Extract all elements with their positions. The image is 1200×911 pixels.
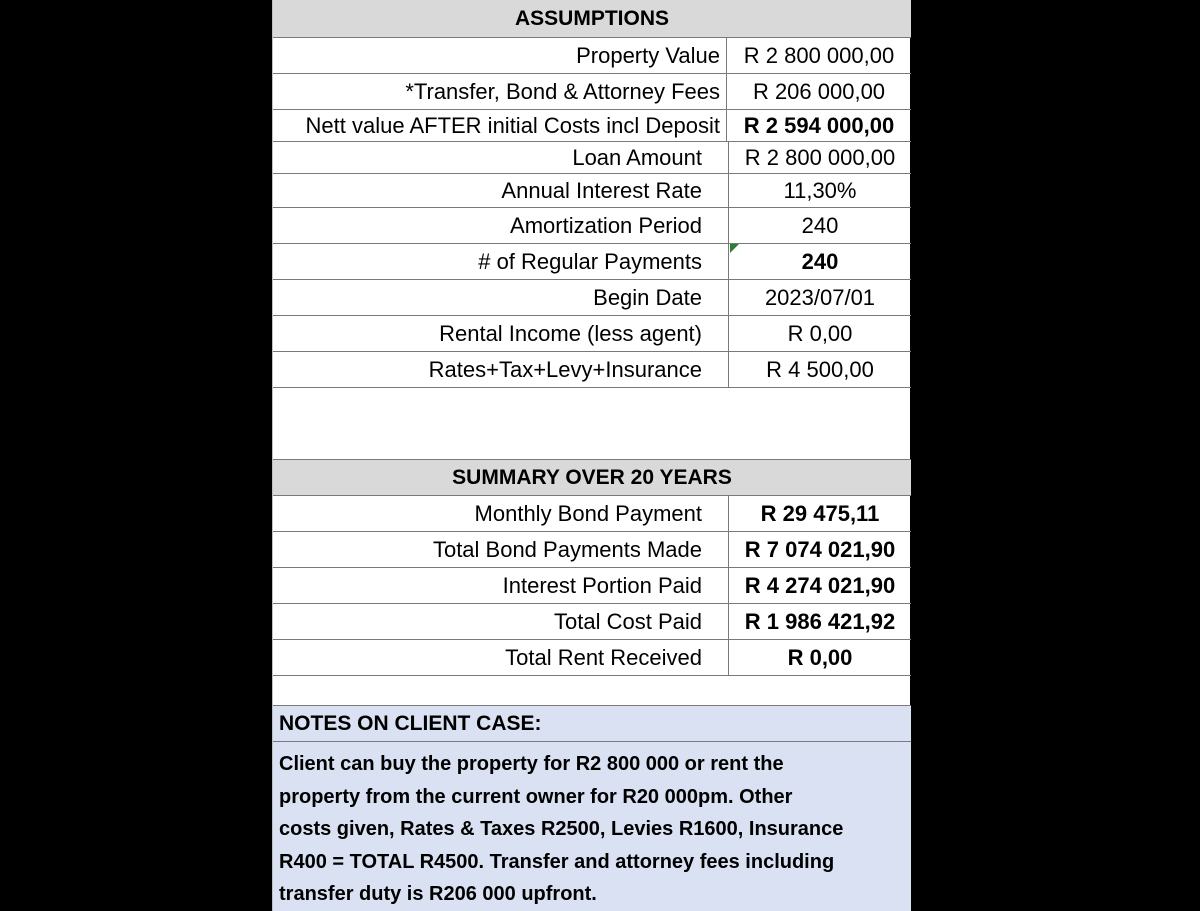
summary-row-total-cost[interactable] bbox=[273, 604, 911, 640]
notes-title: NOTES ON CLIENT CASE: bbox=[279, 711, 542, 735]
interest-paid-cell[interactable]: R 4 274 021,90 bbox=[728, 568, 911, 603]
rental-income-cell[interactable]: R 0,00 bbox=[728, 316, 911, 351]
notes-line: R400 = TOTAL R4500. Transfer and attorney fees including bbox=[279, 850, 835, 873]
assumptions-header[interactable] bbox=[273, 0, 911, 38]
monthly-payment-cell[interactable]: R 29 475,11 bbox=[728, 496, 911, 531]
notes-line: property from the current owner for R20 000pm. Other bbox=[279, 785, 793, 808]
summary-row-rent-received[interactable] bbox=[273, 640, 911, 676]
assumption-row-rental-income[interactable] bbox=[273, 316, 911, 352]
rental-income-label: Rental Income (less agent) bbox=[439, 320, 702, 346]
loan-amount-cell[interactable]: R 2 800 000,00 bbox=[728, 142, 911, 173]
total-cost-label: Total Cost Paid bbox=[554, 608, 702, 634]
transfer-fees-cell[interactable]: R 206 000,00 bbox=[726, 74, 911, 109]
interest-paid-label: Interest Portion Paid bbox=[502, 572, 702, 598]
rent-received-cell[interactable]: R 0,00 bbox=[728, 640, 911, 675]
rent-received-label: Total Rent Received bbox=[505, 644, 702, 670]
regular-payments-value: 240 bbox=[801, 248, 839, 274]
rates-tax-label: Rates+Tax+Levy+Insurance bbox=[428, 356, 702, 382]
summary-row-interest-paid[interactable] bbox=[273, 568, 911, 604]
assumption-row-interest-rate[interactable] bbox=[273, 174, 911, 208]
notes-header[interactable] bbox=[273, 705, 911, 742]
assumption-row-nett-value[interactable] bbox=[273, 110, 911, 142]
total-cost-cell[interactable]: R 1 986 421,92 bbox=[728, 604, 911, 639]
total-payments-cell[interactable]: R 7 074 021,90 bbox=[728, 532, 911, 567]
assumption-row-begin-date[interactable] bbox=[273, 280, 911, 316]
summary-title: SUMMARY OVER 20 YEARS bbox=[452, 465, 732, 489]
assumption-row-regular-payments[interactable] bbox=[273, 244, 911, 280]
property-value-cell[interactable]: R 2 800 000,00 bbox=[726, 38, 911, 73]
blank-spacer-row[interactable] bbox=[273, 388, 911, 460]
assumption-row-rates-tax[interactable] bbox=[273, 352, 911, 388]
notes-line: Client can buy the property for R2 800 000 or rent the bbox=[279, 753, 784, 775]
assumptions-title: ASSUMPTIONS bbox=[514, 6, 669, 30]
amortization-period-label: Amortization Period bbox=[510, 212, 702, 238]
notes-body[interactable] bbox=[273, 742, 911, 911]
begin-date-cell[interactable]: 2023/07/01 bbox=[728, 280, 911, 315]
assumption-row-amortization-period[interactable] bbox=[273, 208, 911, 244]
blank-row-before-notes[interactable] bbox=[273, 676, 911, 705]
loan-amount-label: Loan Amount bbox=[572, 144, 702, 170]
comment-marker-icon[interactable] bbox=[730, 244, 739, 253]
summary-header[interactable] bbox=[273, 460, 911, 496]
rates-tax-cell[interactable]: R 4 500,00 bbox=[728, 352, 911, 387]
nett-value-cell[interactable]: R 2 594 000,00 bbox=[726, 110, 911, 141]
regular-payments-label: # of Regular Payments bbox=[478, 248, 702, 274]
total-payments-label: Total Bond Payments Made bbox=[432, 536, 702, 562]
regular-payments-cell[interactable] bbox=[728, 244, 911, 279]
notes-line: transfer duty is R206 000 upfront. bbox=[279, 883, 597, 905]
assumption-row-transfer-fees[interactable] bbox=[273, 74, 911, 110]
summary-row-monthly-payment[interactable] bbox=[273, 496, 911, 532]
assumption-row-loan-amount[interactable] bbox=[273, 142, 911, 174]
interest-rate-cell[interactable]: 11,30% bbox=[728, 174, 911, 207]
interest-rate-label: Annual Interest Rate bbox=[501, 177, 702, 203]
notes-line: costs given, Rates & Taxes R2500, Levies R1600, Insurance bbox=[279, 818, 844, 840]
begin-date-label: Begin Date bbox=[593, 284, 702, 310]
transfer-fees-label: *Transfer, Bond & Attorney Fees bbox=[405, 78, 720, 104]
assumption-row-property-value[interactable] bbox=[273, 38, 911, 74]
property-value-label: Property Value bbox=[576, 42, 720, 68]
spreadsheet-sheet bbox=[272, 0, 910, 911]
summary-row-total-payments[interactable] bbox=[273, 532, 911, 568]
nett-value-label: Nett value AFTER initial Costs incl Deposit bbox=[305, 112, 720, 138]
monthly-payment-label: Monthly Bond Payment bbox=[474, 500, 702, 526]
amortization-period-cell[interactable]: 240 bbox=[728, 208, 911, 243]
